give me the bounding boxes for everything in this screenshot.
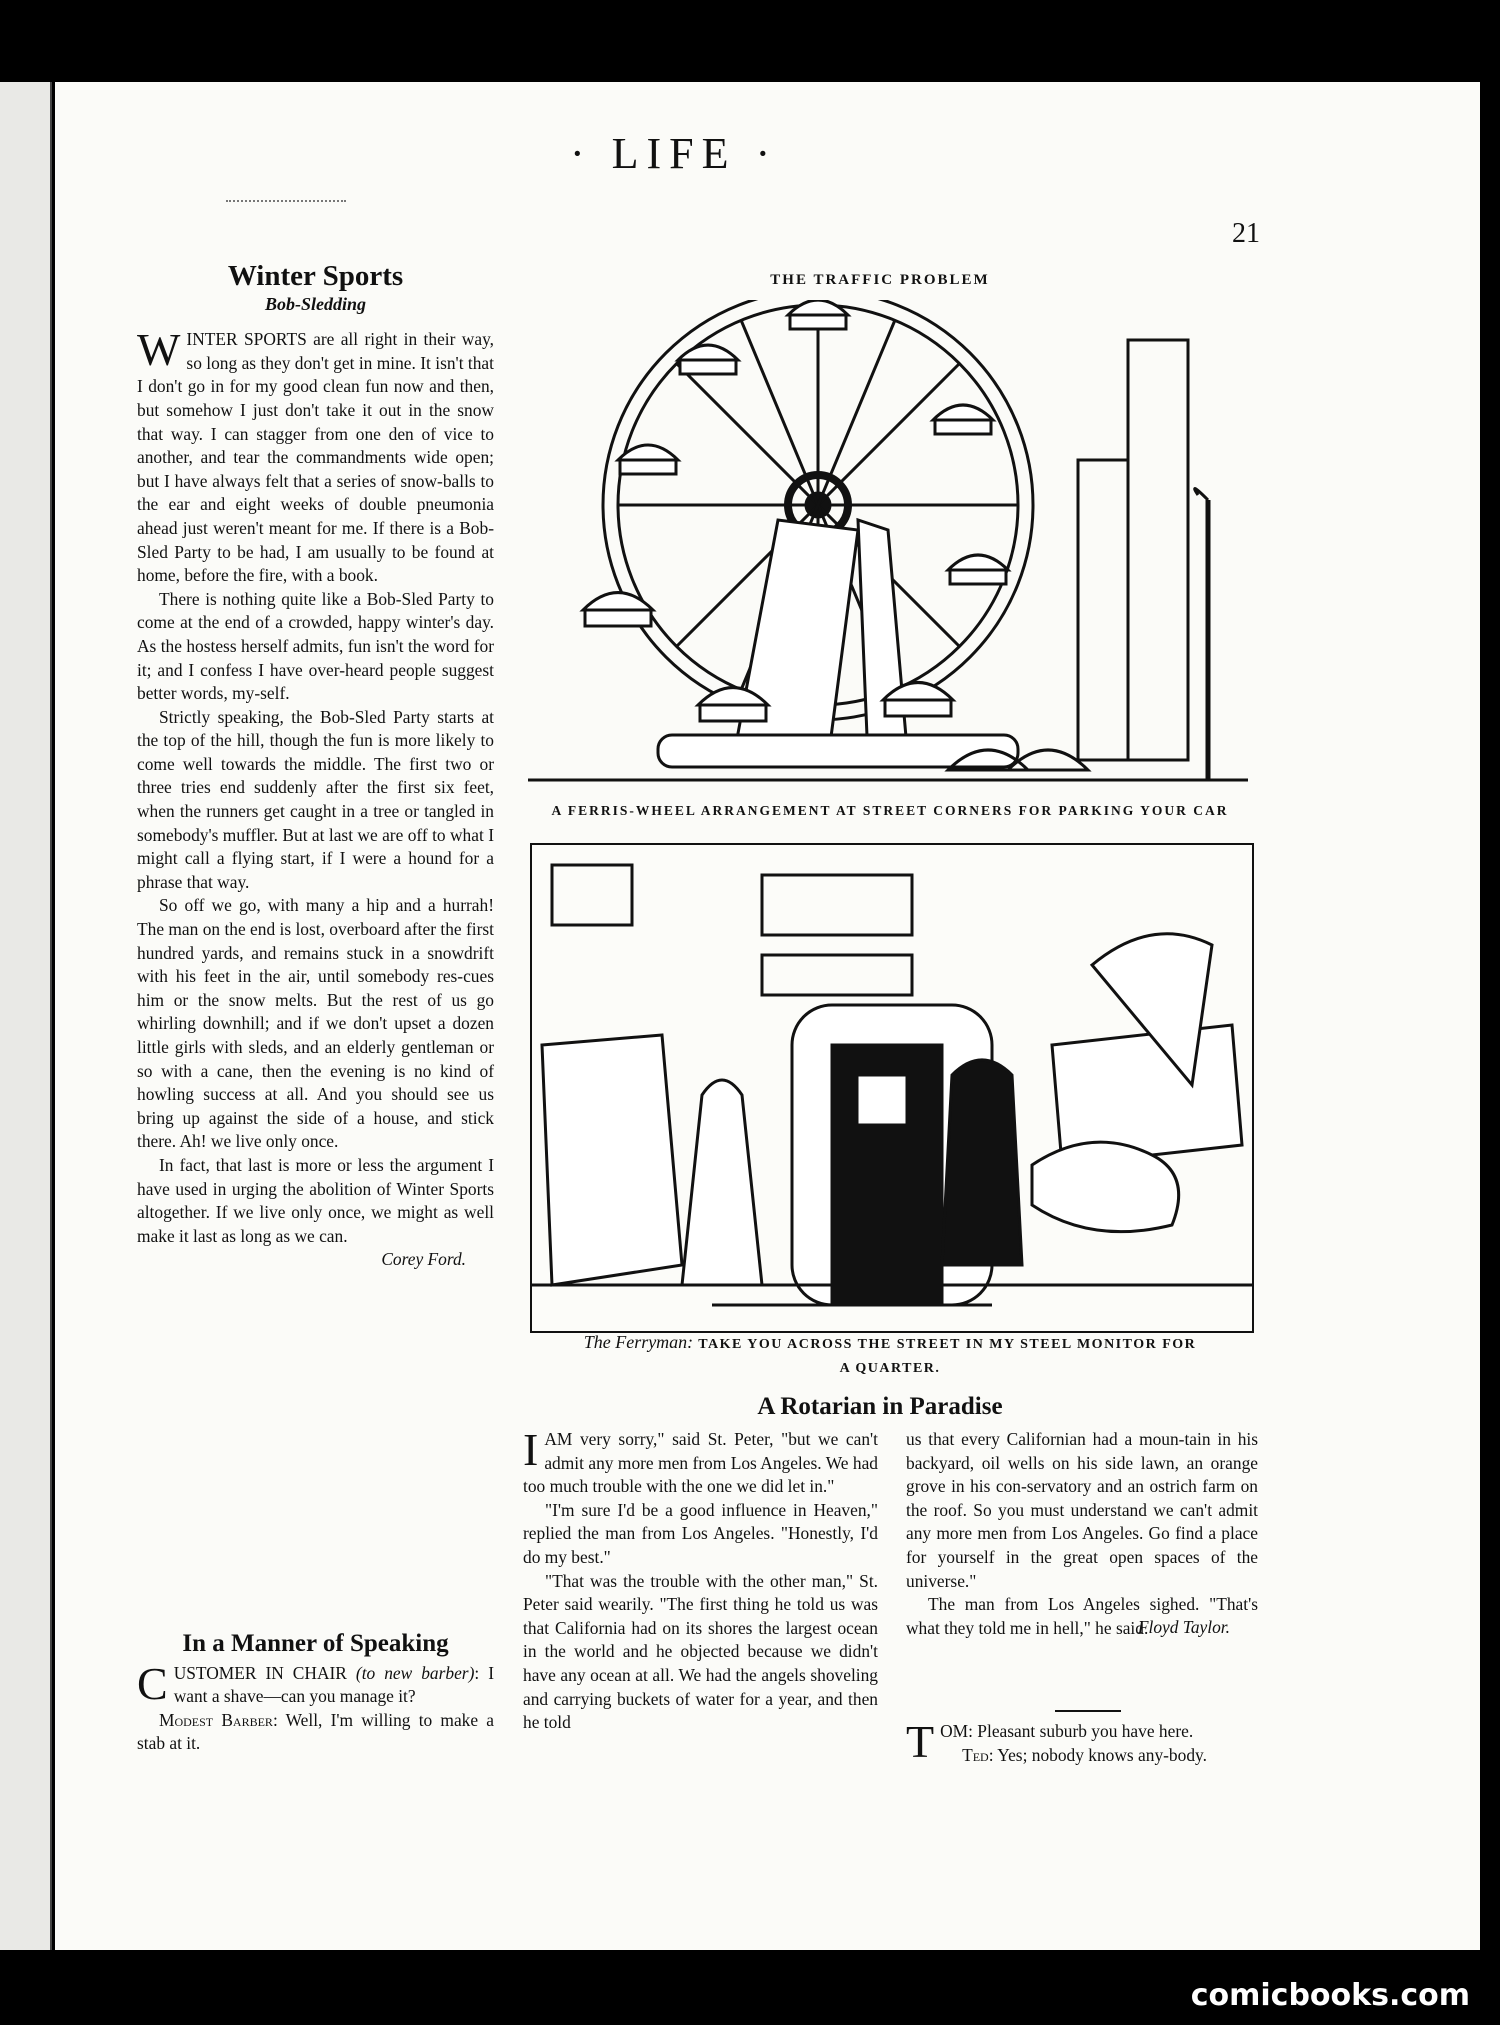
ferryman-cartoon-frame	[530, 843, 1254, 1333]
tom-text: OM: Pleasant suburb you have here.	[940, 1721, 1194, 1741]
masthead-title: · LIFE ·	[570, 129, 779, 178]
drop-cap: C	[137, 1657, 168, 1709]
page-number: 21	[1232, 218, 1260, 249]
drop-cap: I	[523, 1424, 539, 1475]
para-text: AM very sorry," said St. Peter, "but we can't admit any more men from Los Angeles. We had too much trouble with the one we did let in."	[523, 1429, 878, 1497]
rotarian-column-1	[523, 1424, 878, 1735]
caption-line-2: A QUARTER.	[839, 1361, 941, 1376]
drop-cap: T	[906, 1716, 935, 1767]
rotarian-column-2	[906, 1428, 1258, 1640]
rotarian-para-2: "I'm sure I'd be a good influence in Heaven," replied the man from Los Angeles. "Honestly, I'd do my best."	[523, 1499, 878, 1567]
winter-sports-para-4: So off we go, with many a hip and a hurrah! The man on the end is lost, overboard after the first hundred yards, and remains stuck in a snowdrift with his feet in the air, until somebody res-cues him or the snow melts. But the rest of us go whirling downhill; and if we don't upset a dozen little girls with sleds, and an elderly gentleman or so with a cane, then the evening is no kind of howling success at all. And you should see us bring up against the side of a house, and stick there. Ah! we live only once.	[137, 895, 494, 1152]
ted-line	[906, 1744, 1258, 1768]
facing-page-edge	[0, 82, 52, 1950]
ferryman-cartoon	[532, 845, 1252, 1331]
tom-ted-joke	[906, 1716, 1258, 1767]
stage-direction: (to new barber)	[355, 1662, 475, 1683]
rotarian-title: A Rotarian in Paradise	[757, 1393, 1003, 1420]
winter-sports-para-3: Strictly speaking, the Bob-Sled Party starts at the top of the hill, though the fun is more likely to come well towards the middle. The first two or three tries end suddenly after the first six feet, when the runners get caught in a tree or tangled in somebody's muffler. But at last we are off to what I might call a flying start, if I were a hound for a phrase that way.	[137, 706, 494, 892]
caption-speaker: The Ferryman:	[583, 1332, 694, 1352]
winter-sports-para-5: In fact, that last is more or less the argument I have used in urging the abolition of Winter Sports altogether. If we live only once, we might as well make it last as long as we can.	[137, 1154, 494, 1246]
manner-line-1	[137, 1657, 494, 1709]
line-1-text: : I want a shave—can you manage it?	[173, 1662, 494, 1707]
line-2-text: : Well, I'm willing to make a stab at it.	[137, 1709, 494, 1754]
rotarian-para-3: "That was the trouble with the other man," St. Peter said wearily. "The first thing he told us was that California had on its shores the largest ocean in the world and he objected because we didn't have any ocean at all. We had the angels shoveling and carrying buckets of water for a year, and then he told	[523, 1570, 878, 1733]
speaker-1: USTOMER IN CHAIR	[173, 1662, 347, 1683]
winter-sports-para-1	[137, 324, 494, 588]
ted-text: : Yes; nobody knows any-body.	[988, 1744, 1207, 1765]
speaker-2: Modest Barber	[159, 1709, 273, 1730]
speaker-ted: Ted	[962, 1744, 989, 1765]
para-text: INTER SPORTS are all right in their way, so long as they don't get in mine. It isn't that I don't go in for my good clean fun now and then, but somehow I just don't take it out in the snow that way. I can stagger from one den of vice to another, and tear the commandments wide open; but I have always felt that a series of snow-balls to the ear and eight weeks of double pneumonia ahead just weren't meant for me. If there is a Bob-Sled Party to be had, I am usually to be found at home, before the fire, with a book.	[137, 329, 494, 586]
winter-sports-para-2: There is nothing quite like a Bob-Sled Party to come at the end of a crowded, happy winter's day. As the hostess herself admits, fun isn't the word for it; and I confess I have over-heard people suggest better words, my-self.	[137, 588, 494, 704]
cartoon-top-heading: THE TRAFFIC PROBLEM	[770, 272, 990, 288]
rotarian-para-1	[523, 1424, 878, 1499]
winter-sports-title: Winter Sports	[227, 260, 404, 292]
ferris-wheel-cartoon	[528, 300, 1258, 790]
rotarian-para-5: The man from Los Angeles sighed. "That's what they told me in hell," he said.	[906, 1594, 1258, 1638]
divider-rule	[1055, 1710, 1121, 1712]
winter-sports-article	[137, 260, 494, 1272]
rotarian-signature: Floyd Taylor.	[1137, 1617, 1230, 1638]
watermark: comicbooks.com	[1190, 1978, 1470, 2013]
manner-line-2	[137, 1709, 494, 1756]
rotarian-para-4: us that every Californian had a moun-tain in his backyard, oil wells on his side lawn, an orange grove in his con-servatory and an ostrich farm on the roof. So you must understand we can't admit any more men from Los Angeles. Go find a place for yourself in the great open spaces of the universe."	[906, 1429, 1258, 1591]
cartoon-top-caption: A FERRIS-WHEEL ARRANGEMENT AT STREET CORNERS FOR PARKING YOUR CAR	[551, 803, 1229, 818]
caption-line-1: TAKE YOU ACROSS THE STREET IN MY STEEL MONITOR FOR	[698, 1337, 1197, 1352]
manner-title: In a Manner of Speaking	[182, 1630, 449, 1657]
masthead-dash	[226, 200, 346, 202]
winter-sports-subtitle: Bob-Sledding	[264, 293, 366, 314]
manner-article	[137, 1632, 494, 1756]
cartoon-bottom-caption	[530, 1330, 1250, 1381]
winter-sports-signature: Corey Ford.	[381, 1249, 466, 1270]
drop-cap: W	[137, 324, 181, 376]
